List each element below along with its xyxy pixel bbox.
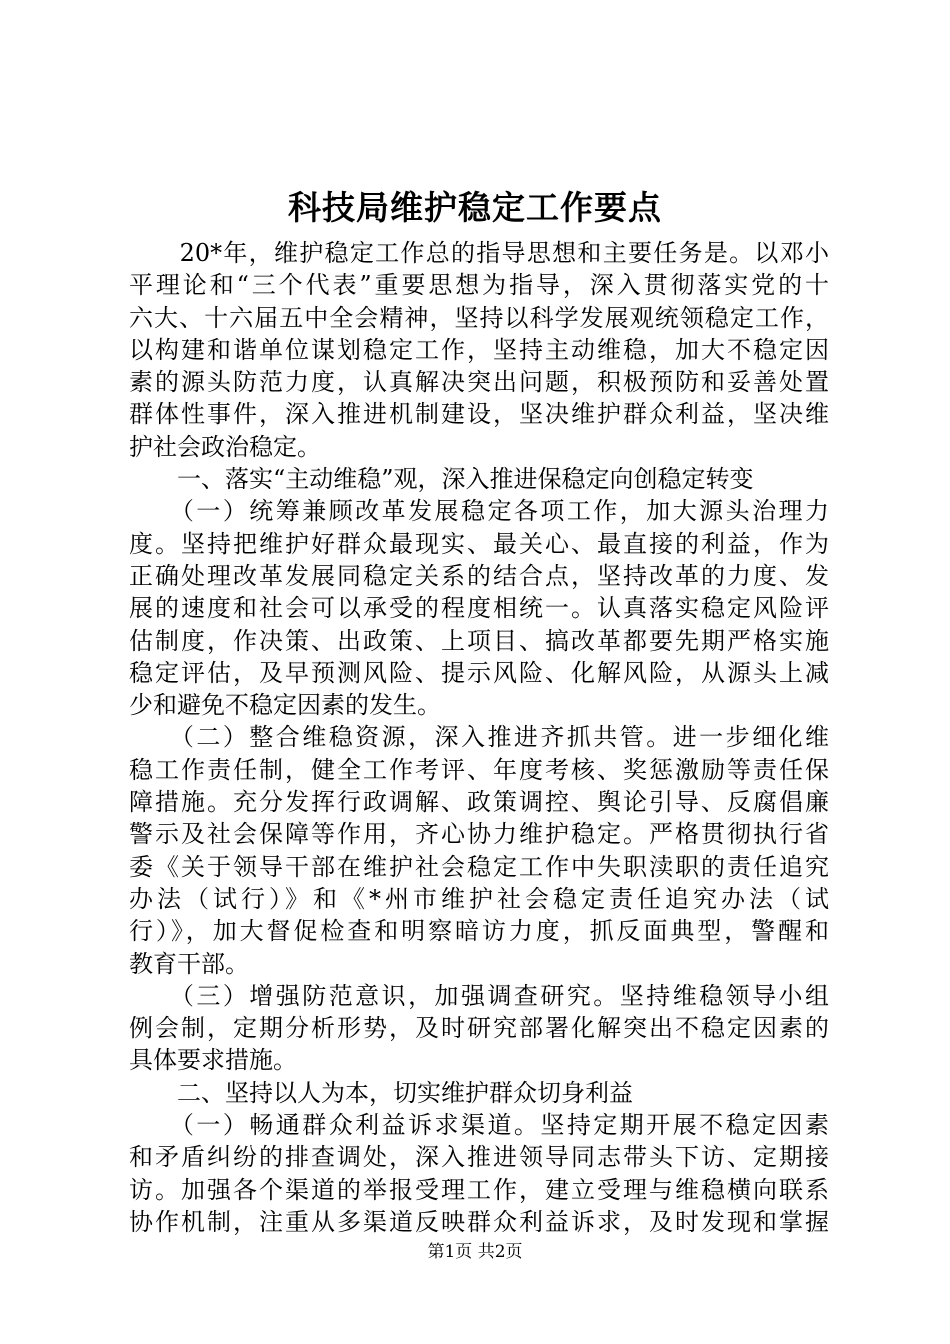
body-text-line: 度。坚持把维护好群众最现实、最关心、最直接的利益，作为 [129,529,829,558]
body-text-line: 教育干部。 [129,949,249,978]
body-text-line: 稳定评估，及早预测风险、提示风险、化解风险，从源头上减 [129,658,829,687]
body-text-line: 少和避免不稳定因素的发生。 [129,691,441,720]
body-text-line: 协作机制，注重从多渠道反映群众利益诉求，及时发现和掌握 [129,1207,829,1236]
body-text-line: 六大、十六届五中全会精神，坚持以科学发展观统领稳定工作， [129,303,829,332]
body-text-line: 护社会政治稳定。 [129,432,321,461]
body-text-line: 20*年，维护稳定工作总的指导思想和主要任务是。以邓小 [129,239,829,267]
body-text-line: 平理论和“三个代表”重要思想为指导，深入贯彻落实党的十 [129,271,829,300]
body-text-line: （二）整合维稳资源，深入推进齐抓共管。进一步细化维 [129,723,829,752]
body-text-line: 例会制，定期分析形势，及时研究部署化解突出不稳定因素的 [129,1014,829,1043]
body-text-line: 障措施。充分发挥行政调解、政策调控、舆论引导、反腐倡廉 [129,788,829,817]
body-text-line: 以构建和谐单位谋划稳定工作，坚持主动维稳，加大不稳定因 [129,335,829,364]
document-body [129,237,829,1238]
body-text-line: 具体要求措施。 [129,1046,297,1075]
body-text-line: 行）》，加大督促检查和明察暗访力度，抓反面典型，警醒和 [129,917,829,946]
body-text-line: 稳工作责任制，健全工作考评、年度考核、奖惩激励等责任保 [129,755,829,784]
body-text-line: 办法（试行）》和《*州市维护社会稳定责任追究办法（试 [129,884,829,913]
page-title: 科技局维护稳定工作要点 [288,188,662,227]
body-text-line: （三）增强防范意识，加强调查研究。坚持维稳领导小组 [129,981,829,1010]
body-text-line: 正确处理改革发展同稳定关系的结合点，坚持改革的力度、发 [129,561,829,590]
body-text-line: （一）统筹兼顾改革发展稳定各项工作，加大源头治理力 [129,497,829,526]
page-footer: 第1页 共2页 [427,1242,523,1262]
body-text-line: 素的源头防范力度，认真解决突出问题，积极预防和妥善处置 [129,368,829,397]
body-text-line: 估制度，作决策、出政策、上项目、搞改革都要先期严格实施 [129,626,829,655]
body-text-line: 群体性事件，深入推进机制建设，坚决维护群众利益，坚决维 [129,400,829,429]
body-text-line: 委《关于领导干部在维护社会稳定工作中失职渎职的责任追究 [129,852,829,881]
body-text-line: 展的速度和社会可以承受的程度相统一。认真落实稳定风险评 [129,594,829,623]
body-text-line: 访。加强各个渠道的举报受理工作，建立受理与维稳横向联系 [129,1175,829,1204]
section-heading-line: 一、落实“主动维稳”观，深入推进保稳定向创稳定转变 [129,465,754,494]
body-text-line: 警示及社会保障等作用，齐心协力维护稳定。严格贯彻执行省 [129,820,829,849]
body-text-line: 和矛盾纠纷的排查调处，深入推进领导同志带头下访、定期接 [129,1143,829,1172]
section-heading-line: 二、坚持以人为本，切实维护群众切身利益 [129,1078,633,1107]
body-text-line: （一）畅通群众利益诉求渠道。坚持定期开展不稳定因素 [129,1111,829,1140]
